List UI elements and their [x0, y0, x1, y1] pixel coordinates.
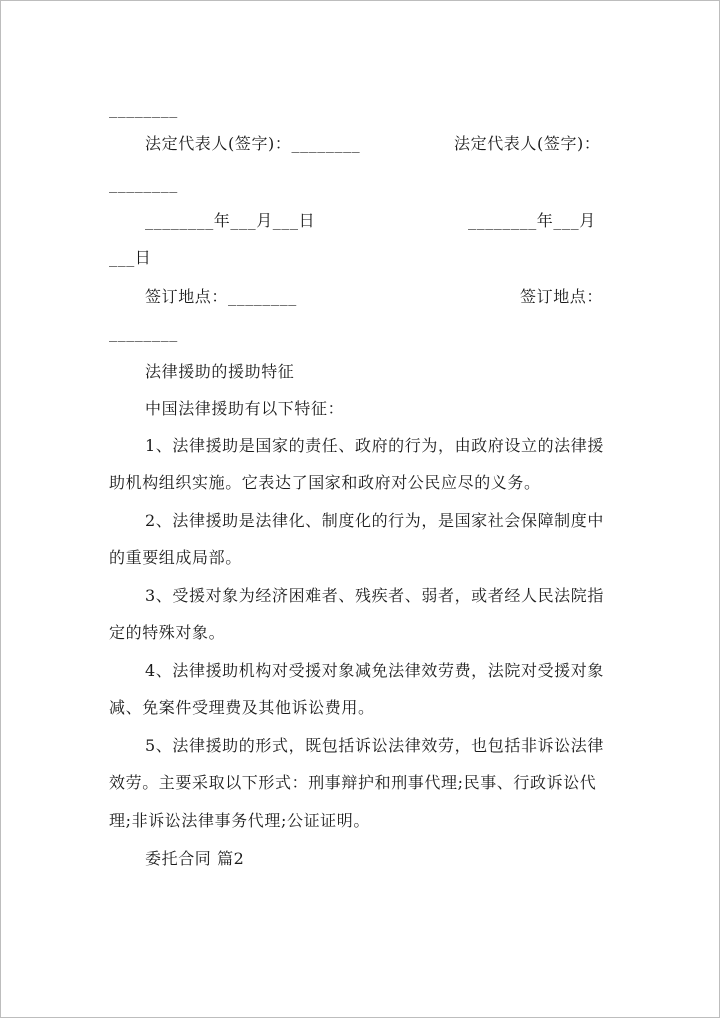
item-5-line-1: 5、法律援助的形式，既包括诉讼法律效劳，也包括非诉讼法律 [145, 736, 604, 755]
item-2-line-1: 2、法律援助是法律化、制度化的行为，是国家社会保障制度中 [145, 511, 604, 530]
item-5-line-3: 理;非诉讼法律事务代理;公证证明。 [109, 811, 370, 830]
section-heading: 法律援助的援助特征 [145, 362, 295, 381]
item-5-line-2: 效劳。主要采取以下形式：刑事辩护和刑事代理;民事、行政诉讼代 [109, 773, 597, 792]
item-1-line-1: 1、法律援助是国家的责任、政府的行为，由政府设立的法律援 [145, 436, 604, 455]
signature-blank-line: ________ [109, 174, 178, 193]
date-line-right: ________年___月 [468, 211, 596, 230]
item-3-line-2: 定的特殊对象。 [109, 623, 226, 642]
legal-representative-right: 法定代表人(签字)： [454, 134, 601, 153]
item-2-line-2: 的重要组成局部。 [109, 548, 242, 567]
signing-place-blank: ________ [109, 323, 178, 342]
date-line-left: ________年___月___日 [145, 211, 316, 230]
signature-blank-line: ________ [109, 99, 178, 118]
next-section-title: 委托合同 篇2 [145, 849, 245, 868]
date-day-continuation: ___日 [109, 248, 152, 267]
item-4-line-2: 减、免案件受理费及其他诉讼费用。 [109, 698, 375, 717]
item-1-line-2: 助机构组织实施。它表达了国家和政府对公民应尽的义务。 [109, 473, 541, 492]
signing-place-right: 签订地点： [520, 287, 604, 306]
item-3-line-1: 3、受援对象为经济困难者、残疾者、弱者，或者经人民法院指 [145, 586, 604, 605]
legal-representative-left: 法定代表人(签字)：________ [145, 134, 361, 153]
signing-place-left: 签订地点：________ [145, 287, 297, 306]
item-4-line-1: 4、法律援助机构对受援对象减免法律效劳费，法院对受援对象 [145, 661, 604, 680]
intro-line: 中国法律援助有以下特征： [145, 399, 345, 418]
